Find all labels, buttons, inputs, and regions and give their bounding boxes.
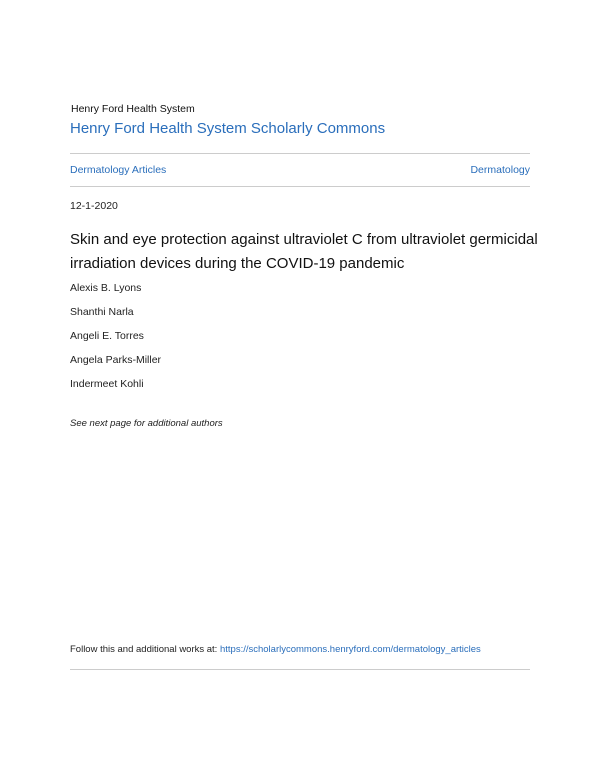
additional-authors-note: See next page for additional authors xyxy=(70,418,223,429)
footer-divider xyxy=(70,669,530,670)
author-name: Alexis B. Lyons xyxy=(70,282,142,294)
publication-date: 12-1-2020 xyxy=(70,200,118,212)
follow-link[interactable]: https://scholarlycommons.henryford.com/dermatology_articles xyxy=(219,644,481,655)
collection-link-dermatology-articles[interactable]: Dermatology Articles xyxy=(70,164,167,176)
collection-link-dermatology[interactable]: Dermatology xyxy=(470,164,530,176)
follow-text: Follow this and additional works at: xyxy=(70,644,220,655)
author-name: Shanthi Narla xyxy=(70,306,134,318)
author-name: Indermeet Kohli xyxy=(70,378,144,390)
top-divider xyxy=(70,153,530,154)
author-list xyxy=(70,282,161,402)
author-name: Angela Parks-Miller xyxy=(70,354,162,366)
follow-line xyxy=(70,644,481,655)
collection-divider xyxy=(70,186,530,187)
institution-name: Henry Ford Health System xyxy=(71,103,195,115)
article-title: Skin and eye protection against ultraviolet C from ultraviolet germicidal irradiation devices during the COVID-19 pandemic xyxy=(70,231,538,272)
author-name: Angeli E. Torres xyxy=(70,330,144,342)
repository-link[interactable]: Henry Ford Health System Scholarly Commons xyxy=(70,120,386,137)
